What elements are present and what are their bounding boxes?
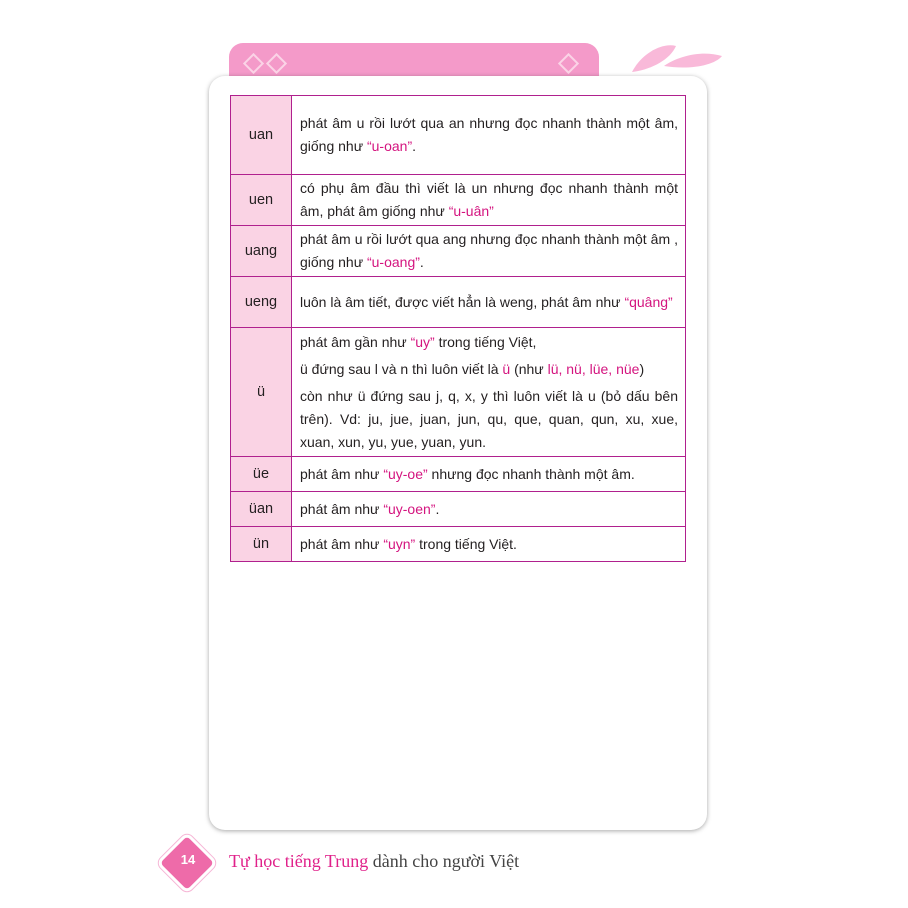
description-text: phát âm như [300,465,384,482]
description-text: phát âm như [300,535,384,552]
description-text: nhưng đọc nhanh thành một âm. [427,465,635,482]
description-cell [292,492,686,527]
description-text: phát âm u rồi lướt qua an nhưng đọc nhanh thành một âm, giống như [300,115,678,154]
table-row [231,96,686,175]
description-cell [292,277,686,328]
description-line [300,533,678,556]
highlight-text: “quâng” [624,293,673,310]
description-text: luôn là âm tiết, được viết hẳn là weng, phát âm như [300,293,625,310]
description-line [300,291,678,314]
highlight-text: lü, nü, lüe, nüe [547,360,640,377]
description-text: . [435,500,440,517]
table-row [231,492,686,527]
table-row [231,226,686,277]
highlight-text: “uy” [410,333,435,350]
final-key-cell: ueng [231,277,292,328]
description-text: phát âm u rồi lướt qua ang nhưng đọc nhanh thành một âm , giống như [300,231,678,270]
diamond-ornament-icon [266,53,287,74]
description-line [300,177,678,223]
description-text: ) [639,360,645,377]
description-text: phát âm như [300,500,384,517]
description-line [300,331,678,354]
description-cell [292,527,686,562]
description-line [300,463,678,486]
description-line [300,112,678,158]
description-line [300,385,678,454]
page-number: 14 [180,852,196,867]
final-key-cell: üan [231,492,292,527]
description-text: trong tiếng Việt, [434,333,537,350]
description-text: . [419,254,424,270]
table-row [231,328,686,457]
page-footer [160,838,660,890]
highlight-text: “u-oang” [366,254,420,270]
description-line [300,498,678,521]
table-row [231,527,686,562]
highlight-text: “u-uân” [448,203,494,219]
highlight-text: “uyn” [383,535,416,552]
description-line [300,228,678,274]
final-key-cell: uan [231,96,292,175]
highlight-text: ü [502,360,511,377]
description-line [300,358,678,381]
table-row [231,457,686,492]
description-text: ü đứng sau l và n thì luôn viết là [300,360,503,377]
description-cell [292,175,686,226]
highlight-text: “u-oan” [366,138,413,154]
final-key-cell: ü [231,328,292,457]
diamond-ornament-icon [243,53,264,74]
final-key-cell: ün [231,527,292,562]
description-text: còn như ü đứng sau j, q, x, y thì luôn viết là u (bỏ dấu bên trên). Vd: ju, jue, juan, jun, qu, que, quan, qun, xu, xue, xuan, xun, yu, yue, yuan, yun. [300,387,678,450]
description-text: phát âm gần như [300,333,411,350]
description-cell [292,226,686,277]
final-key-cell: uen [231,175,292,226]
description-cell [292,457,686,492]
table-row [231,277,686,328]
book-title [229,851,519,872]
description-text: (như [510,360,548,377]
description-cell [292,328,686,457]
highlight-text: “uy-oe” [383,465,428,482]
petal-ornament-icon [626,38,726,78]
description-text: . [412,138,417,154]
final-key-cell: üe [231,457,292,492]
description-cell [292,96,686,175]
book-title-rest: dành cho người Việt [368,851,520,871]
diamond-ornament-icon [558,53,579,74]
description-text: trong tiếng Việt. [415,535,517,552]
final-key-cell: uang [231,226,292,277]
table-row [231,175,686,226]
pinyin-finals-table [230,95,686,562]
book-title-highlight: Tự học tiếng Trung [229,851,369,871]
description-text: có phụ âm đầu thì viết là un nhưng đọc nhanh thành một âm, phát âm giống như [300,180,678,219]
highlight-text: “uy-oen” [383,500,436,517]
